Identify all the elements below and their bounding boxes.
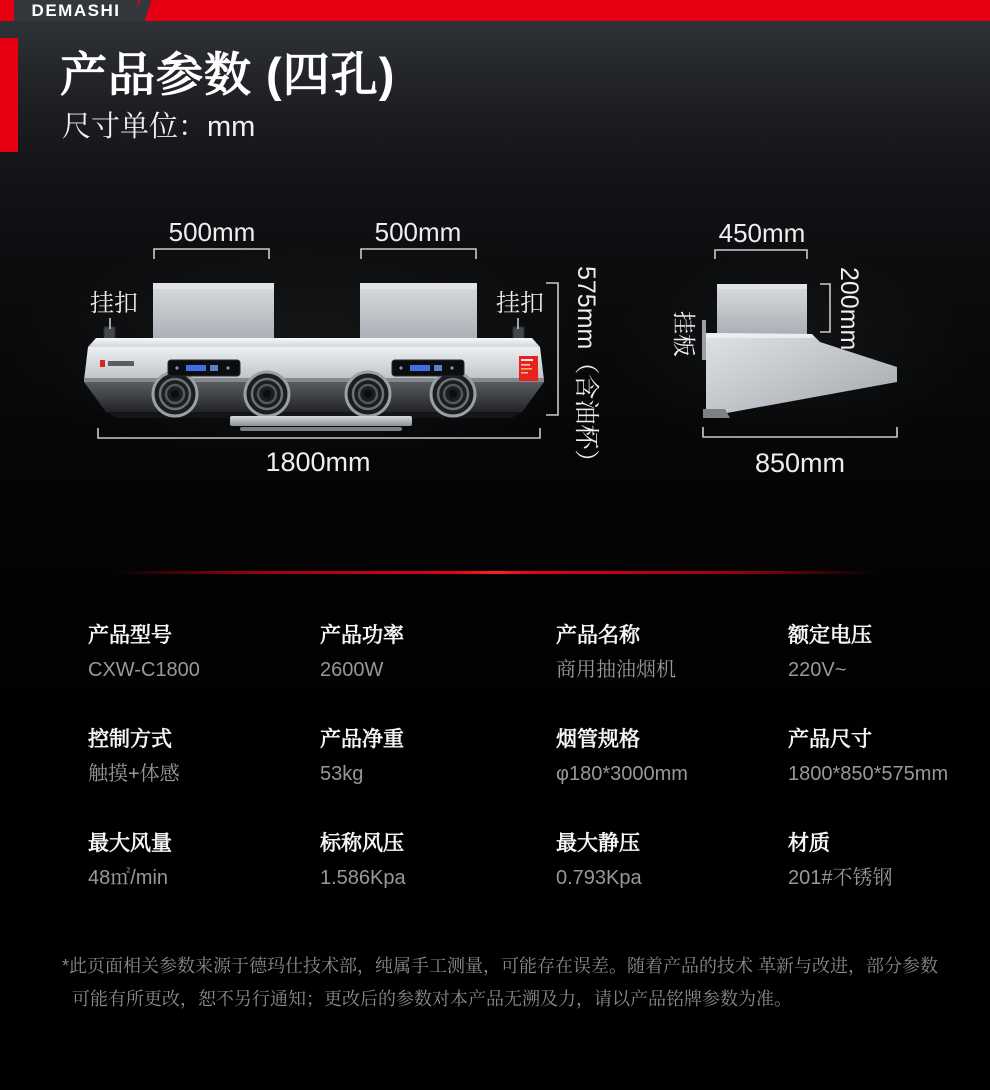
spec-cell-control [88,726,320,830]
brand-bar [0,0,990,21]
side-duct-box [717,284,807,334]
spec-cell-pressure [320,830,556,934]
hood-front-panel [84,347,544,380]
brand-logo-text: DEMASHI [31,1,121,20]
fan-icon [153,372,197,416]
spec-label: 产品功率 [320,624,404,647]
hood-panel-shadow [84,378,544,382]
fan-icon [431,372,475,416]
spec-value: 0.793Kpa [556,867,642,890]
spec-value: 2600W [320,659,384,682]
spec-label: 最大风量 [88,832,172,855]
front-view [84,249,558,438]
spec-value: 201#不锈钢 [788,867,893,890]
fan-icon [346,372,390,416]
spec-label: 产品名称 [556,624,640,647]
spec-label: 产品净重 [320,728,404,751]
spec-cell-size [788,726,990,830]
spec-label: 材质 [788,832,830,855]
disclaimer-line1: *此页面相关参数来源于德玛仕技术部，纯属手工测量，可能存在误差。随着产品的技术 革新与改进，部分参数 [62,956,939,976]
page-title: 产品参数 (四孔) [60,48,396,101]
dim-duct-right-label: 500mm [374,217,462,247]
hook-right-label: 挂扣 [496,290,544,317]
spec-value: 商用抽油烟机 [556,659,676,682]
control-panel-left [168,360,240,376]
side-view [702,250,897,437]
duct-box-right [360,283,477,340]
page-subtitle: 尺寸单位：mm [62,111,256,143]
spec-cell-voltage [788,622,990,726]
spec-value: 1.586Kpa [320,867,406,890]
dim-width-label: 1800mm [265,447,371,477]
dim-duct-height-label: 200mm [835,267,863,351]
fan-icon [245,372,289,416]
hood-top-rim [88,338,540,347]
spec-cell-airflow [88,830,320,934]
side-hood-body [706,333,897,416]
hang-plate [702,320,706,360]
red-divider [114,571,876,574]
title-accent-bar [0,38,18,152]
spec-cell-weight [320,726,556,830]
control-panel-right [392,360,464,376]
disclaimer-line2: 可能有所更改，恕不另行通知；更改后的参数对本产品无溯及力，请以产品铭牌参数为准。 [72,989,792,1009]
dim-side-top-label: 450mm [718,218,806,248]
spec-label: 额定电压 [788,624,872,647]
hood-handle [230,416,412,426]
spec-cell-model [88,622,320,726]
spec-value: 48㎡/min [88,867,169,890]
dim-height-label: 575mm（含油杯） [572,266,600,475]
spec-cell-name [556,622,788,726]
spec-cell-material [788,830,990,934]
spec-value: CXW-C1800 [88,659,200,682]
hood-handle-shadow [240,427,402,431]
dim-duct-left-label: 500mm [168,217,256,247]
spec-label: 产品型号 [88,624,172,647]
disclaimer [62,950,942,1016]
spec-label: 烟管规格 [556,728,640,751]
spec-value: 触摸+体感 [88,763,180,786]
spec-cell-duct [556,726,788,830]
spec-label: 产品尺寸 [788,728,872,751]
spec-label: 最大静压 [556,832,640,855]
spec-label: 控制方式 [88,728,172,751]
spec-value: 1800*850*575mm [788,763,949,786]
spec-table [88,622,990,934]
spec-cell-static-pressure [556,830,788,934]
duct-box-left [153,283,274,340]
brand-logo [14,0,138,21]
spec-value: 53kg [320,763,364,786]
energy-label [519,356,538,381]
hook-left-label: 挂扣 [90,290,138,317]
spec-value: 220V~ [788,659,847,682]
spec-label: 标称风压 [320,832,404,855]
dim-depth-label: 850mm [754,448,846,478]
spec-cell-power [320,622,556,726]
hang-plate-label: 挂板 [671,311,697,357]
spec-value: φ180*3000mm [556,763,688,786]
